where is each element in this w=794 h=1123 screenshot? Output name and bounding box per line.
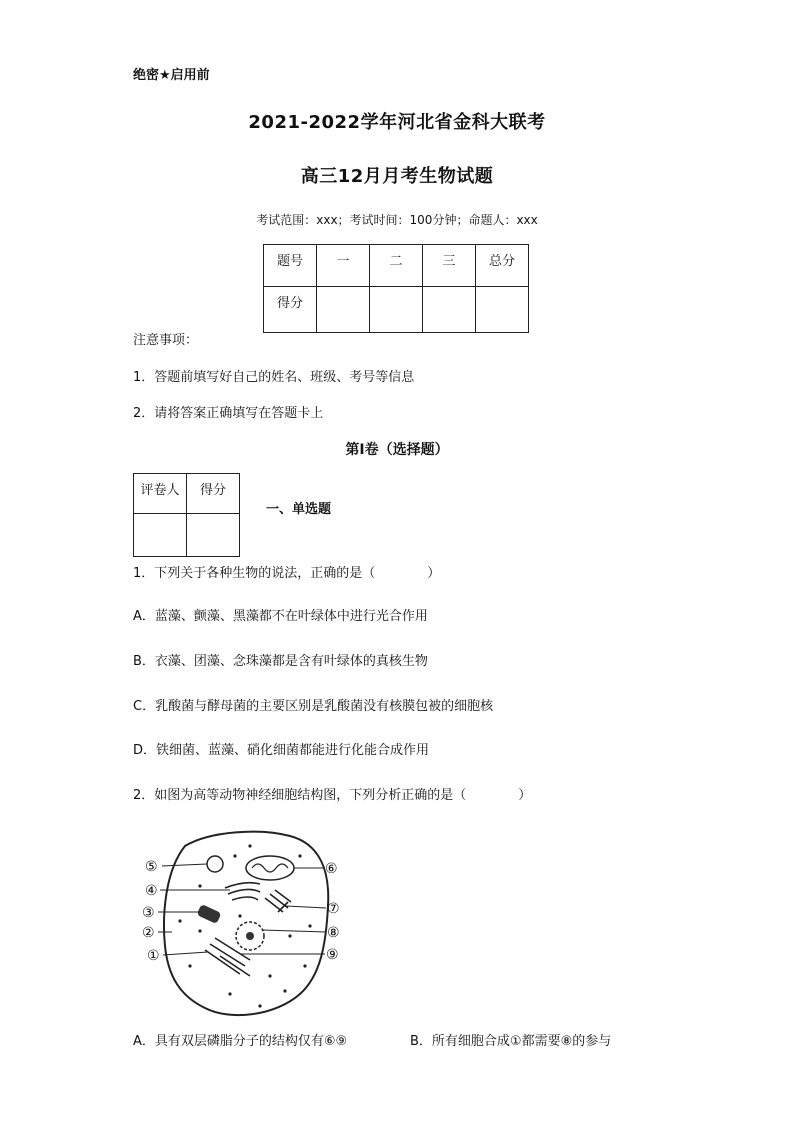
centriole — [196, 904, 221, 924]
figure-label: ⑦ — [327, 901, 340, 917]
figure-label: ⑧ — [327, 925, 340, 941]
figure-label: ⑤ — [145, 859, 158, 875]
score-cell — [370, 287, 423, 333]
score-header-cell: 三 — [423, 245, 476, 287]
grader-header-cell: 得分 — [187, 474, 240, 514]
question-option: A．蓝藻、颤藻、黑藻都不在叶绿体中进行光合作用 — [133, 609, 428, 624]
grader-cell — [134, 514, 187, 557]
question-option: C．乳酸菌与酵母菌的主要区别是乳酸菌没有核膜包被的细胞核 — [133, 699, 494, 714]
figure-label: ④ — [145, 883, 158, 899]
mitochondrion — [246, 856, 294, 880]
question-option: A．具有双层磷脂分子的结构仅有⑥⑨ — [133, 1034, 348, 1049]
score-header-cell: 总分 — [476, 245, 529, 287]
score-cell — [476, 287, 529, 333]
golgi — [225, 883, 260, 900]
question-option: D．铁细菌、蓝藻、硝化细菌都能进行化能合成作用 — [133, 743, 430, 758]
vesicle — [207, 856, 223, 872]
score-cell — [423, 287, 476, 333]
neuron-cell-diagram — [140, 826, 350, 1026]
secret-mark: 绝密★启用前 — [133, 68, 210, 83]
figure-label: ② — [142, 925, 155, 941]
question-stem: 2．如图为高等动物神经细胞结构图，下列分析正确的是（ ） — [133, 788, 532, 803]
score-table — [263, 244, 529, 333]
grader-header-cell: 评卷人 — [134, 474, 187, 514]
figure-label: ③ — [142, 905, 155, 921]
grader-table — [133, 473, 240, 557]
figure-label: ⑥ — [325, 861, 338, 877]
exam-subtitle: 高三12月月考生物试题 — [300, 166, 494, 187]
score-cell — [317, 287, 370, 333]
score-header-cell: 一 — [317, 245, 370, 287]
notice-title: 注意事项： — [133, 333, 199, 348]
score-header-cell: 二 — [370, 245, 423, 287]
part-title: 第I卷（选择题） — [345, 442, 449, 458]
figure-label: ⑨ — [326, 947, 339, 963]
notice-item: 1．答题前填写好自己的姓名、班级、考号等信息 — [133, 370, 415, 385]
grader-cell — [187, 514, 240, 557]
question-stem: 1．下列关于各种生物的说法，正确的是（ ） — [133, 566, 441, 581]
endoplasmic-reticulum — [265, 890, 291, 912]
question-option: B．所有细胞合成①都需要⑧的参与 — [410, 1034, 612, 1049]
rough-er — [205, 938, 250, 976]
question-option: B．衣藻、团藻、念珠藻都是含有叶绿体的真核生物 — [133, 654, 428, 669]
score-header-cell: 题号 — [264, 245, 317, 287]
cell-membrane — [164, 832, 328, 1015]
exam-title: 2021-2022学年河北省金科大联考 — [248, 112, 546, 133]
exam-info: 考试范围：xxx；考试时间：100分钟；命题人：xxx — [256, 213, 538, 227]
figure-label: ① — [147, 948, 160, 964]
score-row-label: 得分 — [264, 287, 317, 333]
notice-item: 2．请将答案正确填写在答题卡上 — [133, 406, 324, 421]
section-title: 一、单选题 — [266, 502, 332, 517]
